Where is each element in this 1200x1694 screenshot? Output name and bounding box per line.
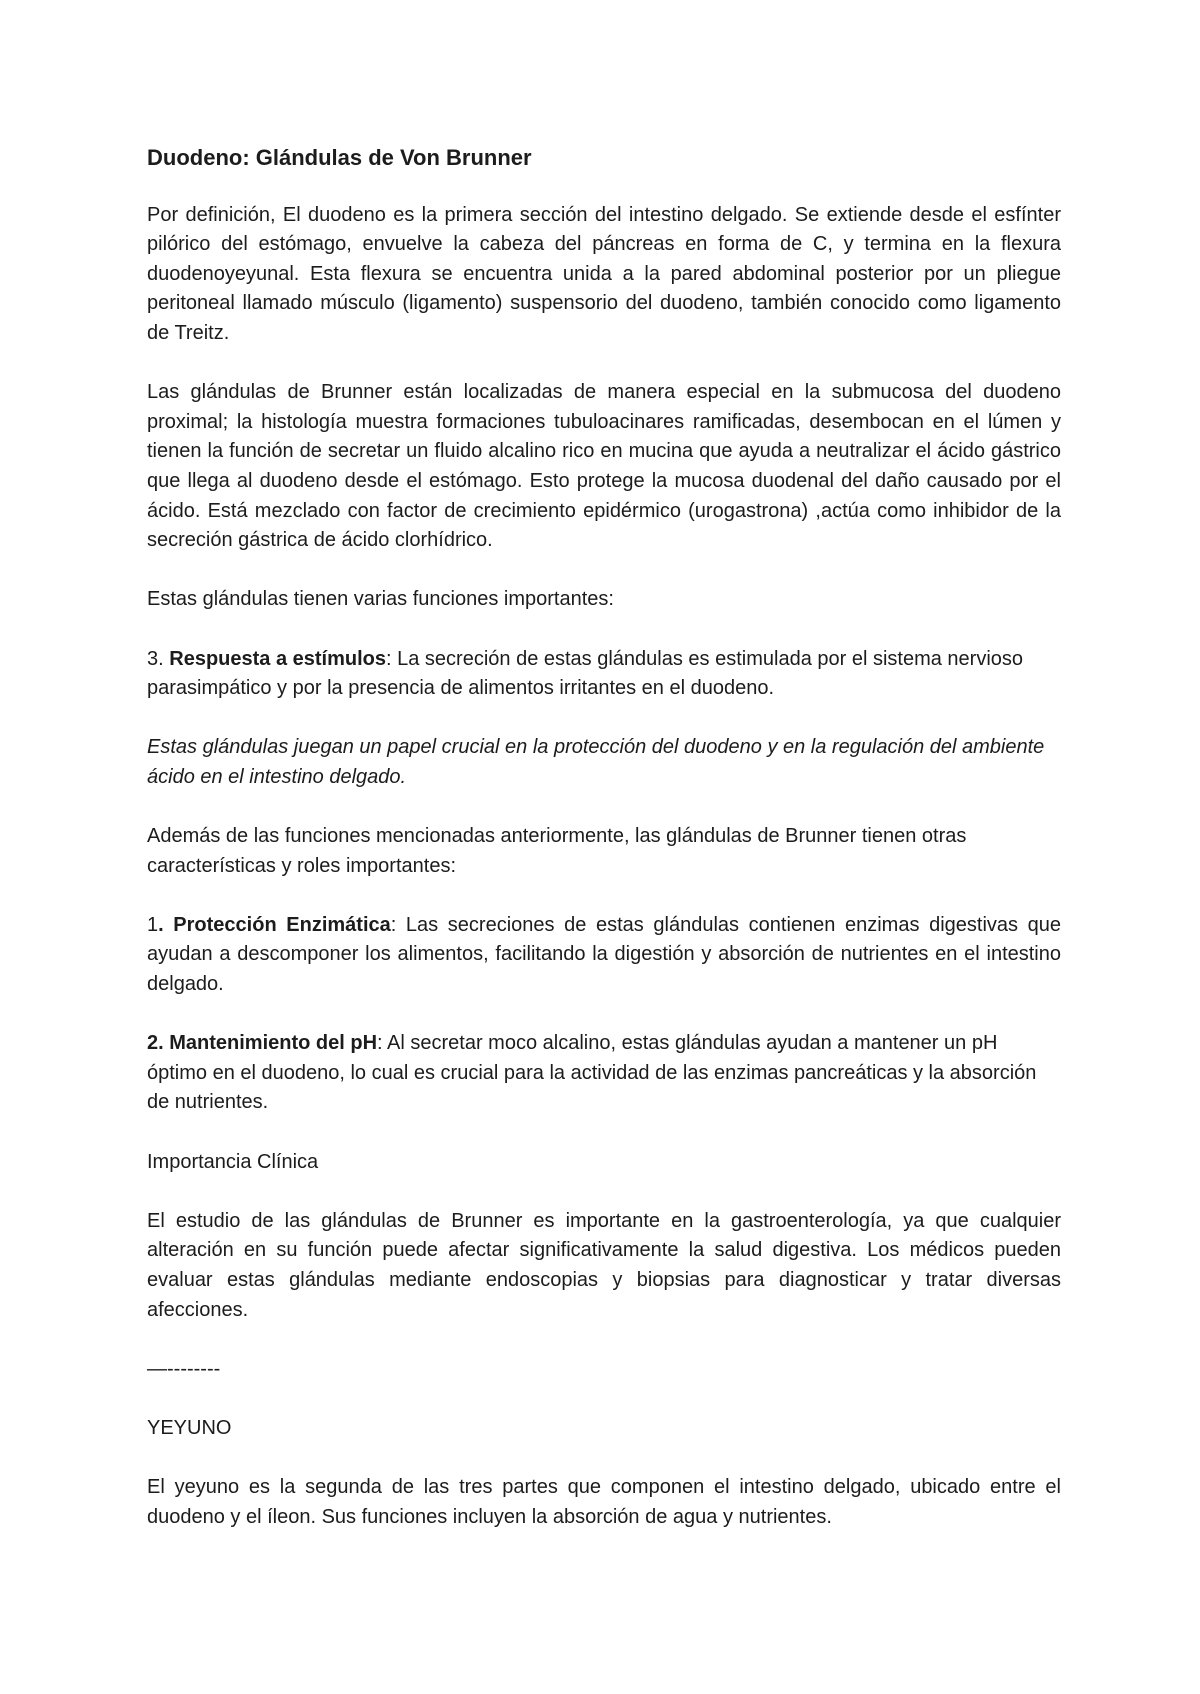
document-title: Duodeno: Glándulas de Von Brunner — [147, 145, 532, 170]
paragraph-other-roles: Además de las funciones mencionadas anteriormente, las glándulas de Brunner tienen otras características y roles importantes: — [147, 825, 967, 877]
italic-note: Estas glándulas juegan un papel crucial en la protección del duodeno y en la regulación del ambiente ácido en el intestino delgado. — [147, 736, 1045, 788]
paragraph-brunner-glands: Las glándulas de Brunner están localizadas de manera especial en la submucosa del duodeno proximal; la histología muestra formaciones tubuloacinares ramificadas, desembocan en el lúmen y tienen la función de secretar un fluido alcalino rico en mucina que ayuda a neutralizar el ácido gástrico que llega al duodeno desde el estómago. Esto protege la mucosa duodenal del daño causado por el ácido. Está mezclado con factor de crecimiento epidérmico (urogastrona) ,actúa como inhibidor de la secreción gástrica de ácido clorhídrico. — [147, 381, 1061, 552]
item-number: 1 — [147, 913, 159, 936]
item-heading: . Protección Enzimática — [158, 913, 391, 936]
document-body — [147, 143, 1061, 1562]
section-title-yeyuno: YEYUNO — [147, 1416, 232, 1439]
item-number: 3. — [147, 647, 170, 670]
subheading-clinical-importance: Importancia Clínica — [147, 1150, 319, 1173]
separator: —-------- — [147, 1357, 221, 1380]
paragraph-clinical: El estudio de las glándulas de Brunner es importante en la gastroenterología, ya que cualquier alteración en su función puede afectar significativamente la salud digestiva. Los médicos pueden evaluar estas glándulas mediante endoscopias y biopsias para diagnosticar y tratar diversas afecciones. — [147, 1209, 1061, 1321]
item-heading: 2. Mantenimiento del pH — [147, 1032, 378, 1055]
paragraph-definition: Por definición, El duodeno es la primera sección del intestino delgado. Se extiende desde el esfínter pilórico del estómago, envuelve la cabeza del páncreas en forma de C, y termina en la flexura duodenoyeyunal. Esta flexura se encuentra unida a la pared abdominal posterior por un pliegue peritoneal llamado músculo (ligamento) suspensorio del duodeno, también conocido como ligamento de Treitz. — [147, 203, 1061, 344]
item-text: : Al secretar moco alcalino, estas glándulas ayudan a mantener un pH óptimo en el duodeno, lo cual es crucial para la actividad de las enzimas pancreáticas y la absorción de nutrientes. — [147, 1032, 1037, 1114]
list-item-enzymatic-protection — [147, 911, 1061, 1000]
item-heading: Respuesta a estímulos — [169, 647, 386, 670]
item-text: : La secreción de estas glándulas es estimulada por el sistema nervioso parasimpático y por la presencia de alimentos irritantes en el duodeno. — [147, 647, 1024, 700]
list-item-ph-maintenance — [147, 1029, 1061, 1118]
paragraph-yeyuno: El yeyuno es la segunda de las tres partes que componen el intestino delgado, ubicado entre el duodeno y el íleon. Sus funciones incluyen la absorción de agua y nutrientes. — [147, 1476, 1061, 1528]
paragraph-functions-intro: Estas glándulas tienen varias funciones importantes: — [147, 588, 614, 611]
list-item-response-stimuli — [147, 645, 1061, 704]
item-text: : Las secreciones de estas glándulas contienen enzimas digestivas que ayudan a descomponer los alimentos, facilitando la digestión y absorción de nutrientes en el intestino delgado. — [147, 913, 1061, 996]
